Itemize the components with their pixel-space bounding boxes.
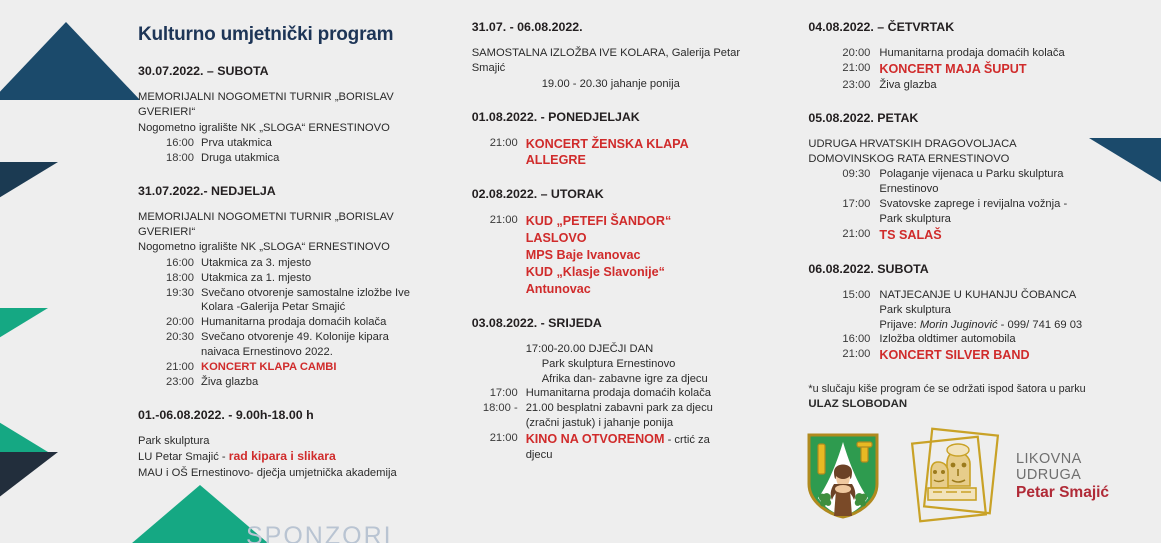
schedule-row [808, 167, 1143, 182]
schedule-time: 16:00 [166, 136, 194, 149]
schedule-highlight-text: MPS Baje Ivanovac [525, 248, 641, 263]
program-section [138, 408, 454, 480]
schedule-description [526, 372, 791, 387]
schedule-time: 17:00 [489, 387, 518, 400]
schedule-description [526, 342, 791, 357]
schedule-description: Prijave: Morin Juginović - 099/ 741 69 03 [879, 318, 1083, 331]
schedule-description [201, 375, 454, 390]
schedule-time: 18:00 [166, 271, 194, 284]
schedule-time: 21:00 [489, 136, 518, 149]
schedule-highlight-text: KINO NA OTVORENOM [525, 432, 665, 447]
schedule-row [472, 448, 791, 463]
schedule-row [472, 386, 791, 401]
schedule-time [472, 77, 526, 92]
schedule-row [808, 212, 1143, 227]
schedule-row [138, 315, 454, 330]
schedule-highlight-text: ALLEGRE [525, 153, 586, 168]
schedule-row [472, 264, 791, 281]
schedule-time: 20:00 [166, 316, 194, 329]
schedule-row [472, 136, 791, 153]
logo-line-1: LIKOVNA [1016, 451, 1082, 468]
schedule-row [808, 288, 1143, 303]
schedule-row [138, 271, 454, 286]
page-title: Kulturno umjetnički program [138, 24, 394, 45]
schedule-description [526, 401, 791, 416]
schedule-highlight-text: TS SALAŠ [879, 227, 942, 242]
schedule-row [472, 213, 791, 230]
section-date-heading: 02.08.2022. – UTORAK [471, 187, 604, 202]
schedule-description [879, 303, 1143, 318]
schedule-text: (zračni jastuk) i jahanje ponija [525, 417, 674, 430]
logo-line-3: Petar Smajić [1016, 483, 1110, 501]
contact-name: Morin Juginović [919, 318, 998, 331]
schedule-row [472, 401, 791, 416]
schedule-time: 18:00 - [482, 402, 518, 415]
section-date-heading: 31.07. - 06.08.2022. [471, 20, 583, 34]
schedule-description [201, 151, 454, 166]
schedule-time: 23:00 [166, 375, 194, 388]
schedule-description [526, 264, 791, 281]
schedule-text: Humanitarna prodaja domaćih kolača [525, 387, 712, 400]
schedule-row [138, 256, 454, 271]
schedule-row [472, 152, 791, 169]
schedule-text: Humanitarna prodaja domaćih kolača [201, 316, 387, 329]
schedule-row [808, 46, 1143, 61]
likovna-udruga-logo [902, 424, 1109, 528]
schedule-highlight-text: KONCERT MAJA ŠUPUT [879, 61, 1027, 76]
logo-strip [806, 424, 1109, 528]
schedule-time [472, 416, 526, 431]
section-date-heading: 06.08.2022. SUBOTA [808, 261, 929, 276]
schedule-text: Humanitarna prodaja domaćih kolača [879, 47, 1065, 59]
mixed-plain: LU Petar Smajić - [138, 451, 229, 464]
section-lead-line: GVERIERI“ [138, 106, 196, 119]
schedule-time [808, 318, 879, 333]
schedule-text: Druga utakmica [201, 151, 280, 164]
schedule-row [472, 372, 791, 387]
schedule-description [526, 213, 791, 230]
mixed-plain: MAU i OŠ Ernestinovo- dječja umjetnička akademija [138, 466, 397, 479]
schedule-row [138, 330, 454, 345]
schedule-text: Afrika dan- zabavne igre za djecu [541, 372, 708, 385]
schedule-row [472, 416, 791, 431]
schedule-description [526, 77, 791, 92]
schedule-text: Kolara -Galerija Petar Smajić [201, 301, 346, 314]
schedule-description [201, 300, 454, 315]
schedule-time [472, 281, 526, 298]
schedule-time [808, 303, 879, 318]
section-date-heading: 03.08.2022. - SRIJEDA [471, 315, 602, 330]
section-date-heading: 01.-06.08.2022. - 9.00h-18.00 h [138, 407, 314, 422]
section-date-heading: 31.07.2022.- NEDJELJA [138, 183, 276, 198]
schedule-text: 17:00-20.00 DJEČJI DAN [525, 342, 654, 355]
schedule-row [138, 286, 454, 301]
schedule-time: 19:30 [166, 286, 194, 299]
ernestinovo-municipal-crest [806, 432, 880, 520]
schedule-time: 21:00 [489, 214, 518, 227]
schedule-time [472, 264, 526, 281]
section-date-heading: 05.08.2022. PETAK [808, 110, 919, 125]
schedule-row [472, 230, 791, 247]
column-1-sections [138, 64, 454, 480]
schedule-description [526, 152, 791, 169]
schedule-text: Polaganje vijenaca u Parku skulptura [879, 168, 1064, 181]
section-date-heading: 30.07.2022. – SUBOTA [138, 64, 269, 78]
schedule-time: 21:00 [166, 360, 194, 373]
schedule-text: djecu [525, 449, 553, 462]
schedule-description [879, 288, 1143, 303]
schedule-description [879, 347, 1143, 364]
schedule-time: 16:00 [166, 256, 194, 269]
section-lead-line: SAMOSTALNA IZLOŽBA IVE KOLARA, Galerija Petar [471, 47, 741, 59]
schedule-row [138, 360, 454, 375]
schedule-time: 21:00 [842, 227, 871, 240]
program-section [138, 64, 454, 166]
section-mixed-line [138, 466, 454, 480]
schedule-description [879, 332, 1143, 347]
schedule-row [472, 281, 791, 298]
schedule-text: 21.00 besplatni zabavni park za djecu [525, 402, 713, 415]
logo-line-2: UDRUGA [1016, 467, 1082, 484]
section-lead-line: DOMOVINSKOG RATA ERNESTINOVO [808, 153, 1010, 165]
schedule-row [472, 342, 791, 357]
schedule-description [526, 281, 791, 298]
schedule-description [879, 78, 1143, 93]
rain-footnote [808, 382, 1143, 412]
schedule-time: 21:00 [842, 61, 871, 74]
footnote-line-1: *u slučaju kiše program će se održati ispod šatora u parku [808, 383, 1086, 396]
schedule-description [201, 256, 454, 271]
schedule-time [472, 342, 526, 357]
schedule-description [201, 271, 454, 286]
section-date-heading: 01.08.2022. - PONEDJELJAK [471, 109, 640, 124]
schedule-row [138, 375, 454, 390]
program-section [472, 316, 791, 463]
schedule-highlight-text: KUD „PETEFI ŠANDOR“ [525, 214, 672, 229]
column-2-sections [472, 20, 791, 463]
schedule-time [472, 230, 526, 247]
schedule-row [472, 431, 791, 448]
schedule-highlight-text: KONCERT ŽENSKA KLAPA [525, 136, 689, 151]
schedule-description [526, 247, 791, 264]
schedule-text: Izložba oldtimer automobila [879, 333, 1016, 346]
schedule-description [879, 197, 1143, 212]
schedule-description [201, 286, 454, 301]
schedule-text: Park skulptura Ernestinovo [541, 357, 676, 370]
schedule-row [472, 77, 791, 92]
program-section [472, 20, 791, 92]
schedule-description [201, 345, 454, 360]
footnote-line-2: ULAZ SLOBODAN [808, 397, 908, 410]
section-lead-line: Nogometno igralište NK „SLOGA“ ERNESTINOVO [138, 121, 390, 134]
schedule-time [472, 357, 526, 372]
schedule-text: Utakmica za 1. mjesto [201, 271, 312, 284]
schedule-description [879, 167, 1143, 182]
schedule-text: Park skulptura [879, 213, 951, 225]
schedule-description [879, 227, 1143, 244]
section-lead-line: MEMORIJALNI NOGOMETNI TURNIR „BORISLAV [138, 91, 394, 103]
schedule-row [472, 247, 791, 264]
schedule-row [808, 78, 1143, 93]
schedule-description [879, 212, 1143, 227]
schedule-row [808, 61, 1143, 78]
schedule-row [808, 332, 1143, 347]
program-section [472, 187, 791, 297]
schedule-highlight-text: Antunovac [525, 281, 591, 296]
schedule-description [526, 431, 791, 448]
schedule-text: naivaca Ernestinovo 2022. [201, 346, 333, 359]
schedule-time: 20:30 [166, 331, 194, 344]
program-column-1 [138, 20, 472, 543]
schedule-description [526, 230, 791, 247]
schedule-time [472, 372, 526, 387]
schedule-row [808, 347, 1143, 364]
schedule-time: 17:00 [842, 198, 871, 211]
schedule-time: 18:00 [166, 151, 194, 164]
schedule-description [201, 136, 454, 151]
schedule-row [138, 345, 454, 360]
schedule-description [526, 386, 791, 401]
schedule-row [808, 197, 1143, 212]
schedule-text: Utakmica za 3. mjesto [201, 256, 312, 269]
schedule-text: Park skulptura [879, 303, 951, 316]
schedule-time [138, 300, 201, 315]
program-section [472, 110, 791, 170]
schedule-text: Svečano otvorenje 49. Kolonije kipara [201, 331, 389, 344]
schedule-row [808, 318, 1143, 333]
likovna-udruga-wordmark [1016, 451, 1109, 501]
schedule-text: Ernestinovo [879, 183, 939, 196]
schedule-time [138, 345, 201, 360]
section-lead-line: Nogometno igralište NK „SLOGA“ ERNESTINOVO [138, 241, 390, 254]
schedule-row [138, 136, 454, 151]
schedule-row [808, 303, 1143, 318]
schedule-text: 19.00 - 20.30 jahanje ponija [541, 77, 680, 90]
schedule-time [808, 182, 879, 197]
schedule-time [472, 247, 526, 264]
schedule-time: 09:30 [842, 168, 871, 181]
mixed-highlight: rad kipara i slikara [228, 449, 336, 464]
schedule-time [472, 448, 526, 463]
schedule-description [526, 416, 791, 431]
program-column-2 [472, 20, 809, 543]
schedule-highlight-text: KONCERT SILVER BAND [879, 348, 1030, 363]
schedule-text: Prva utakmica [201, 136, 272, 149]
schedule-text: Svatovske zaprege i revijalna vožnja - [879, 198, 1068, 211]
section-lead-line: GVERIERI“ [138, 226, 196, 239]
schedule-highlight-text: KONCERT KLAPA CAMBI [201, 360, 337, 373]
schedule-time: 16:00 [842, 333, 871, 346]
section-lead-line: Smajić [471, 62, 506, 75]
schedule-time [472, 152, 526, 169]
schedule-description [526, 136, 791, 153]
program-section [808, 262, 1143, 364]
schedule-time: 15:00 [842, 288, 871, 301]
program-section [138, 184, 454, 390]
section-mixed-line [138, 449, 454, 465]
schedule-time: 23:00 [842, 78, 871, 91]
schedule-row [808, 182, 1143, 197]
program-section [808, 111, 1143, 244]
schedule-highlight-text: LASLOVO [525, 231, 587, 246]
schedule-highlight-text: KUD „Klasje Slavonije“ [525, 265, 665, 279]
section-date-heading: 04.08.2022. – ČETVRTAK [808, 20, 955, 34]
schedule-row [808, 227, 1143, 244]
schedule-description [201, 315, 454, 330]
likovna-udruga-sculpture-icon [902, 424, 1006, 528]
column-3-sections [808, 20, 1143, 364]
schedule-description [879, 182, 1143, 197]
schedule-row [138, 300, 454, 315]
section-lead-line: UDRUGA HRVATSKIH DRAGOVOLJACA [808, 137, 1017, 150]
schedule-suffix: - crtić za [664, 434, 710, 447]
schedule-time [808, 212, 879, 227]
schedule-description [201, 360, 454, 375]
schedule-row [138, 151, 454, 166]
schedule-description [879, 61, 1143, 78]
schedule-text: Svečano otvorenje samostalne izložbe Ive [201, 286, 410, 299]
schedule-description [879, 46, 1143, 61]
schedule-description [526, 357, 791, 372]
schedule-time: 21:00 [489, 432, 518, 445]
section-lead-line: Park skulptura [138, 434, 210, 447]
schedule-description [526, 448, 791, 463]
schedule-text: NATJECANJE U KUHANJU ČOBANCA [879, 288, 1077, 301]
schedule-row [472, 357, 791, 372]
schedule-description [201, 330, 454, 345]
sponsors-label: SPONZORI [246, 522, 393, 543]
schedule-time: 20:00 [842, 47, 871, 59]
section-lead-line: MEMORIJALNI NOGOMETNI TURNIR „BORISLAV [138, 210, 394, 223]
schedule-text: Živa glazba [201, 375, 259, 388]
schedule-time: 21:00 [842, 348, 871, 361]
program-section [808, 20, 1143, 93]
schedule-text: Živa glazba [879, 78, 937, 91]
